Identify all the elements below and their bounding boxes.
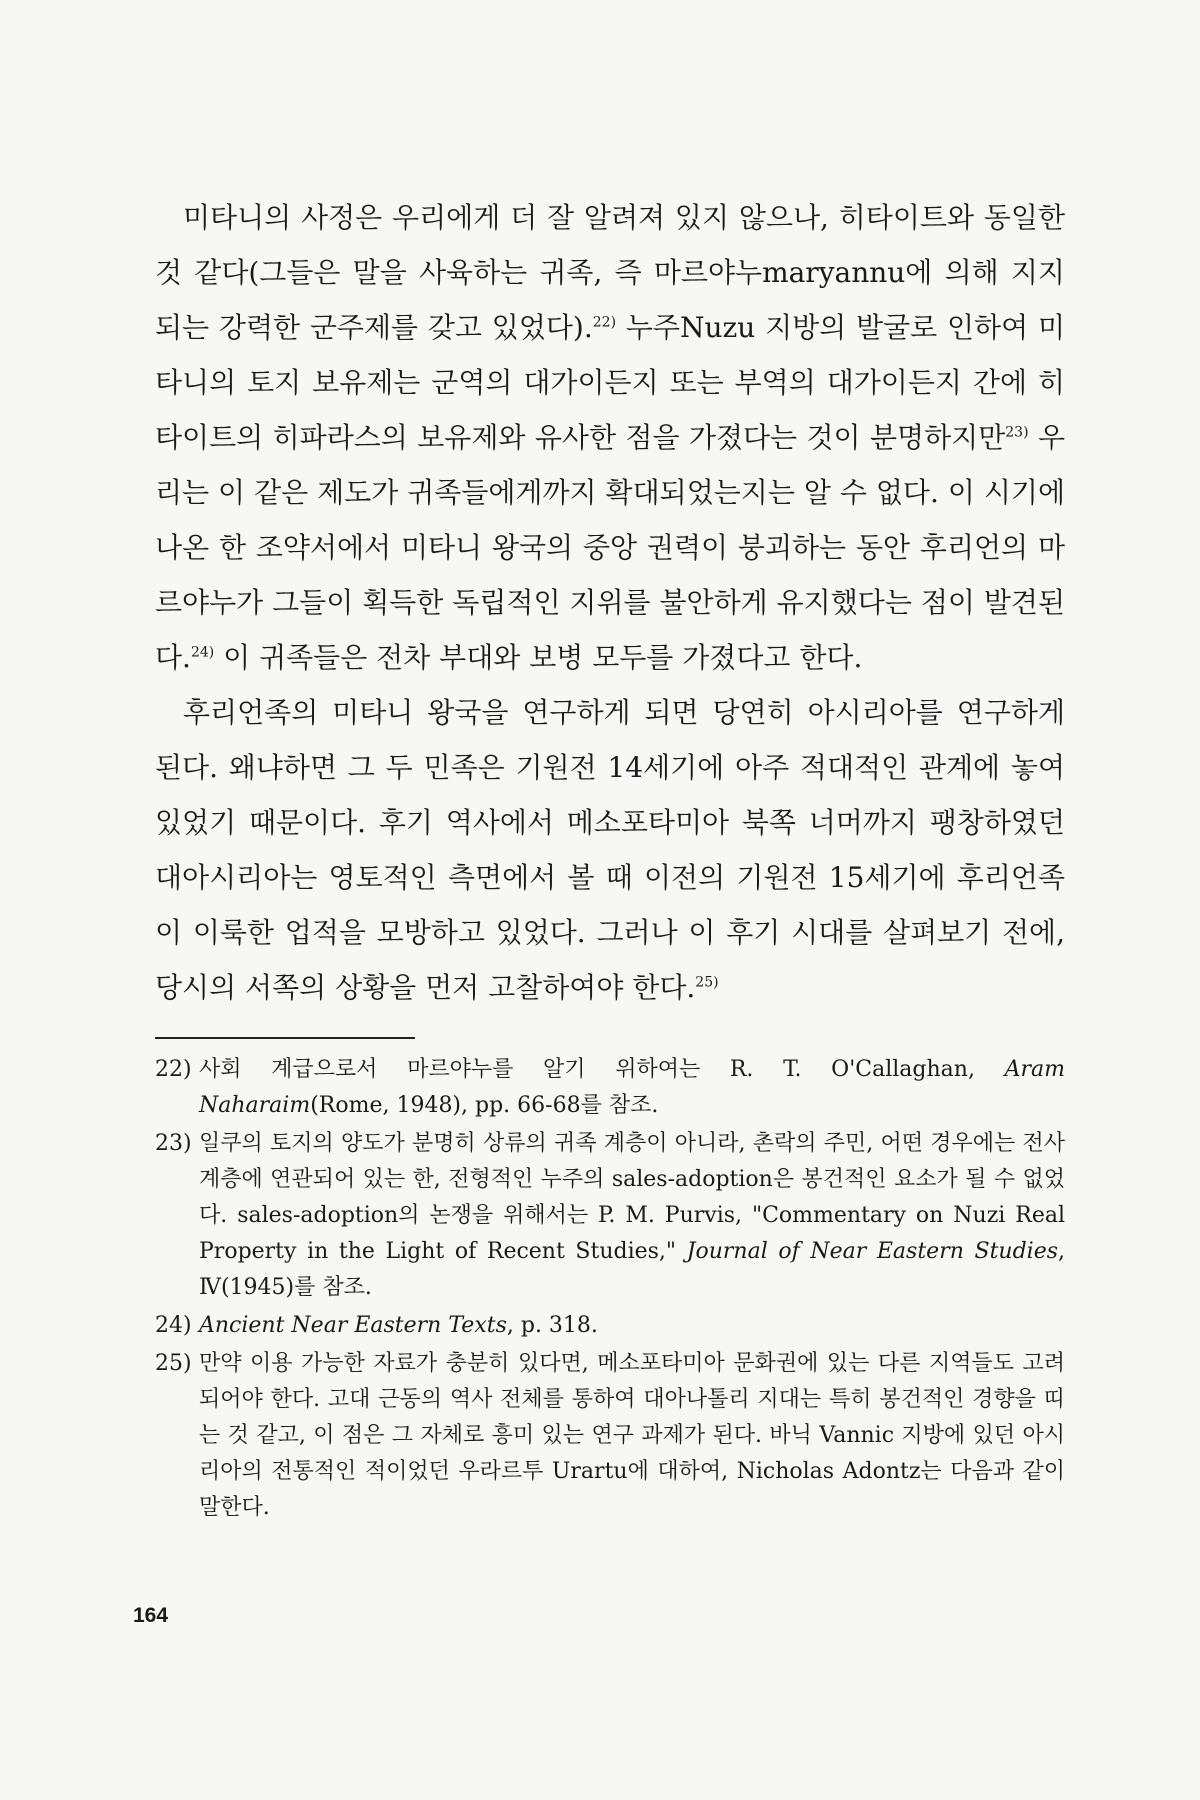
paragraph-2-sentence-1: 후리언족의 미타니 왕국을 연구하게 되면 당연히 아시리아를 연구하게 된다. 왜냐하면 그 두 민족은 기원전 14세기에 아주 적대적인 관계에 놓여 있었기 때문이다. 후기 역사에서 메소포타미아 북쪽 너머까지 팽창하였던 대아시리아는 영토적인 측면에서 볼 때 이전의 기원전 15세기에 후리언족이 이룩한 업적을 모방하고 있었다. 그러나 이 후기 시대를 살펴보기 전에, 당시의 서쪽의 상황을 먼저 고찰하여야 한다. [155,696,1065,1004]
paragraph-2 [155,685,1065,1015]
footnote-ref-22: 22) [592,314,617,331]
footnote-text-part: 만약 이용 가능한 자료가 충분히 있다면, 메소포타미아 문화권에 있는 다른 지역들도 고려되어야 한다. 고대 근동의 역사 전체를 통하여 대아나톨리 지대는 특히 봉건적인 경향을 띠는 것 같고, 이 점은 그 자체로 흥미 있는 연구 과제가 된다. 바닉 Vannic 지방에 있던 아시리아의 전통적인 적이었던 우라르투 Urartu에 대하여, Nicholas Adontz는 다음과 같이 말한다. [199,1351,1065,1520]
paragraph-1-sentence-1: 미타니의 사정은 우리에게 더 잘 알려져 있지 않으나, 히타이트와 동일한 것 같다(그들은 말을 사육하는 귀족, 즉 마르야누maryannu에 의해 지지되는 강력한 군주제를 갖고 있었다). [155,201,1065,344]
footnote-divider [155,1037,415,1039]
footnote-text-part: , p. 318. [506,1313,598,1338]
paragraph-1 [155,190,1065,685]
footnotes [155,1052,1065,1528]
footnote-number: 25) [155,1351,192,1376]
footnote-text-part: 사회 계급으로서 마르야누를 알기 위하여는 R. T. O'Callaghan, [199,1057,1005,1082]
paragraph-1-sentence-4: 이 귀족들은 전차 부대와 보병 모두를 가졌다고 한다. [214,641,863,674]
footnote-text-part: (Rome, 1948), pp. 66-68를 참조. [310,1093,659,1118]
footnote-text [199,1131,1065,1300]
paragraph-1-sentence-2: 누주Nuzu 지방의 발굴로 인하여 미타니의 토지 보유제는 군역의 대가이든지 또는 부역의 대가이든지 간에 히타이트의 히파라스의 보유제와 유사한 점을 가졌다는 것이 분명하지만 [155,311,1066,454]
main-text [155,190,1065,1015]
footnote-25 [155,1346,1065,1526]
footnote-number: 24) [155,1313,192,1338]
footnote-italic-title: Ancient Near Eastern Texts [199,1313,507,1338]
footnote-text [199,1313,598,1338]
footnote-24 [155,1308,1065,1344]
footnote-ref-25: 25) [695,974,719,991]
footnote-text [199,1351,1065,1520]
footnote-22 [155,1052,1065,1124]
footnote-italic-title: Journal of Near Eastern Studies [686,1239,1059,1264]
footnote-ref-24: 24) [190,644,215,661]
footnote-italic-title: Aram Naharaim [199,1057,1065,1118]
footnote-23 [155,1126,1065,1306]
footnote-text [199,1057,1065,1118]
footnote-text-part: 일쿠의 토지의 양도가 분명히 상류의 귀족 계층이 아니라, 촌락의 주민, 어떤 경우에는 전사 계층에 연관되어 있는 한, 전형적인 누주의 sales-adoption은 봉건적인 요소가 될 수 없었다. sales-adoption의 논쟁을 위해서는 P. M. Purvis, "Commentary on Nuzi Real Property in the Light of Recent Studies," [199,1131,1065,1264]
footnote-text-part: , Ⅳ(1945)를 참조. [199,1239,1066,1300]
paragraph-1-sentence-3: 우리는 이 같은 제도가 귀족들에게까지 확대되었는지는 알 수 없다. 이 시기에 나온 한 조약서에서 미타니 왕국의 중앙 권력이 붕괴하는 동안 후리언의 마르야누가 그들이 획득한 독립적인 지위를 불안하게 유지했다는 점이 발견된다. [155,421,1066,674]
footnote-number: 23) [155,1131,192,1156]
page-number: 164 [133,1604,169,1627]
footnote-ref-23: 23) [1005,424,1029,441]
footnote-number: 22) [155,1057,192,1082]
